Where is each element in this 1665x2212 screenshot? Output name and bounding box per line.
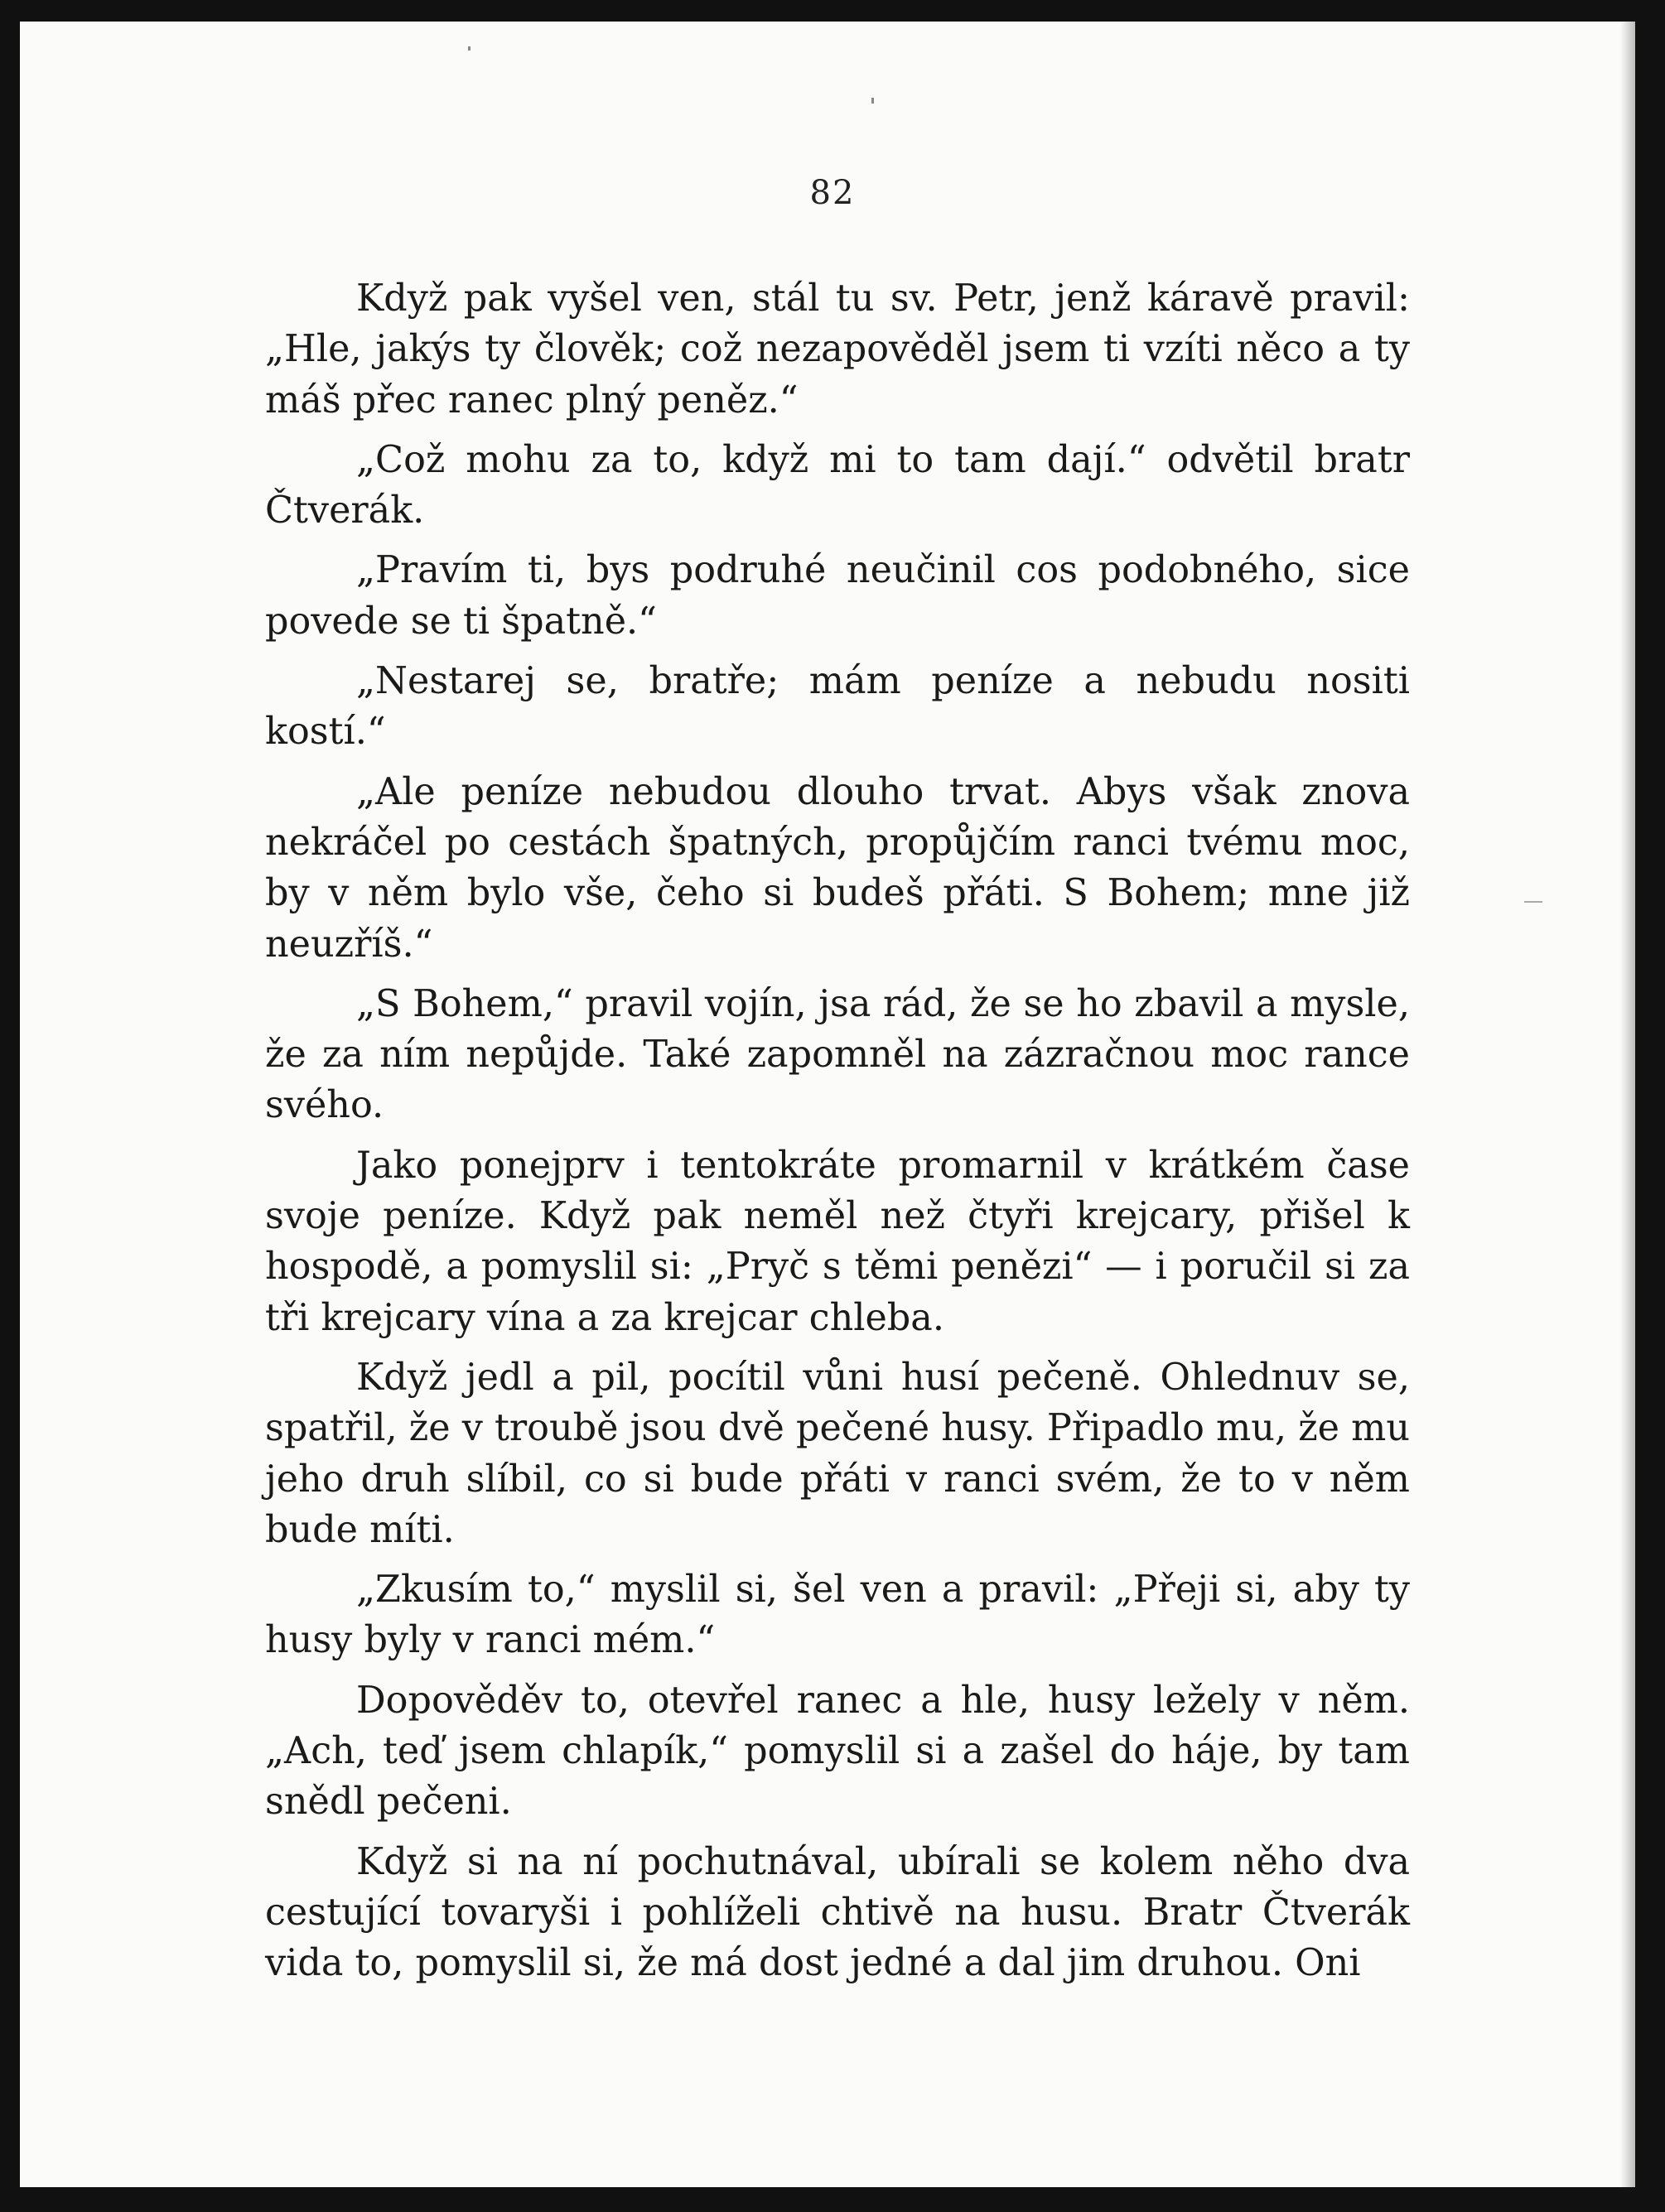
paragraph: Když jedl a pil, pocítil vůni husí pečeně. Ohlednuv se, spatřil, že v troubě jsou dvě pečené husy. Připadlo mu, že mu jeho druh slíbil, co si bude přáti v ranci svém, že to v něm bude míti. bbox=[265, 1356, 1410, 1551]
paragraph: Když pak vyšel ven, stál tu sv. Petr, jenž káravě pravil: „Hle, jakýs ty člověk; což nezapověděl jsem ti vzíti něco a ty máš přec ranec plný peněz.“ bbox=[265, 277, 1410, 422]
paragraph: „Ale peníze nebudou dlouho trvat. Abys však znova nekráčel po cestách špatných, propůjčím ranci tvému moc, by v něm bylo vše, čeho si budeš přáti. S Bohem; mne již neuzříš.“ bbox=[265, 770, 1410, 966]
page-edge-shadow bbox=[1620, 22, 1635, 2187]
paragraph: „Což mohu za to, když mi to tam dají.“ odvětil bratr Čtverák. bbox=[265, 438, 1410, 533]
paragraph: Jako ponejprv i tentokráte promarnil v krátkém čase svoje peníze. Když pak neměl než čtyři krejcary, přišel k hospodě, a pomyslil si: „Pryč s těmi penězi“ — i poručil si za tři krejcary vína a za krejcar chleba. bbox=[265, 1144, 1410, 1339]
scan-speck bbox=[871, 98, 874, 104]
paragraph: „Nestarej se, bratře; mám peníze a nebudu nositi kostí.“ bbox=[265, 660, 1410, 754]
scan-speck bbox=[468, 46, 471, 51]
page-number: 82 bbox=[809, 174, 856, 212]
body-text bbox=[265, 273, 1410, 1998]
paragraph: „Pravím ti, bys podruhé neučinil cos podobného, sice povede se ti špatně.“ bbox=[265, 549, 1410, 643]
paragraph: „Zkusím to,“ myslil si, šel ven a pravil: „Přeji si, aby ty husy byly v ranci mém.“ bbox=[265, 1569, 1410, 1662]
paragraph: „S Bohem,“ pravil vojín, jsa rád, že se ho zbavil a mysle, že za ním nepůjde. Také zapomněl na zázračnou moc rance svého. bbox=[265, 982, 1410, 1127]
paragraph: Když si na ní pochutnával, ubírali se kolem něho dva cestující tovaryši i pohlíželi chtivě na husu. Bratr Čtverák vida to, pomyslil si, že má dost jedné a dal jim druhou. Oni bbox=[265, 1840, 1410, 1985]
paragraph: Dopověděv to, otevřel ranec a hle, husy ležely v něm. „Ach, teď jsem chlapík,“ pomyslil si a zašel do háje, by tam snědl pečeni. bbox=[265, 1679, 1410, 1824]
margin-dash bbox=[1524, 901, 1542, 903]
